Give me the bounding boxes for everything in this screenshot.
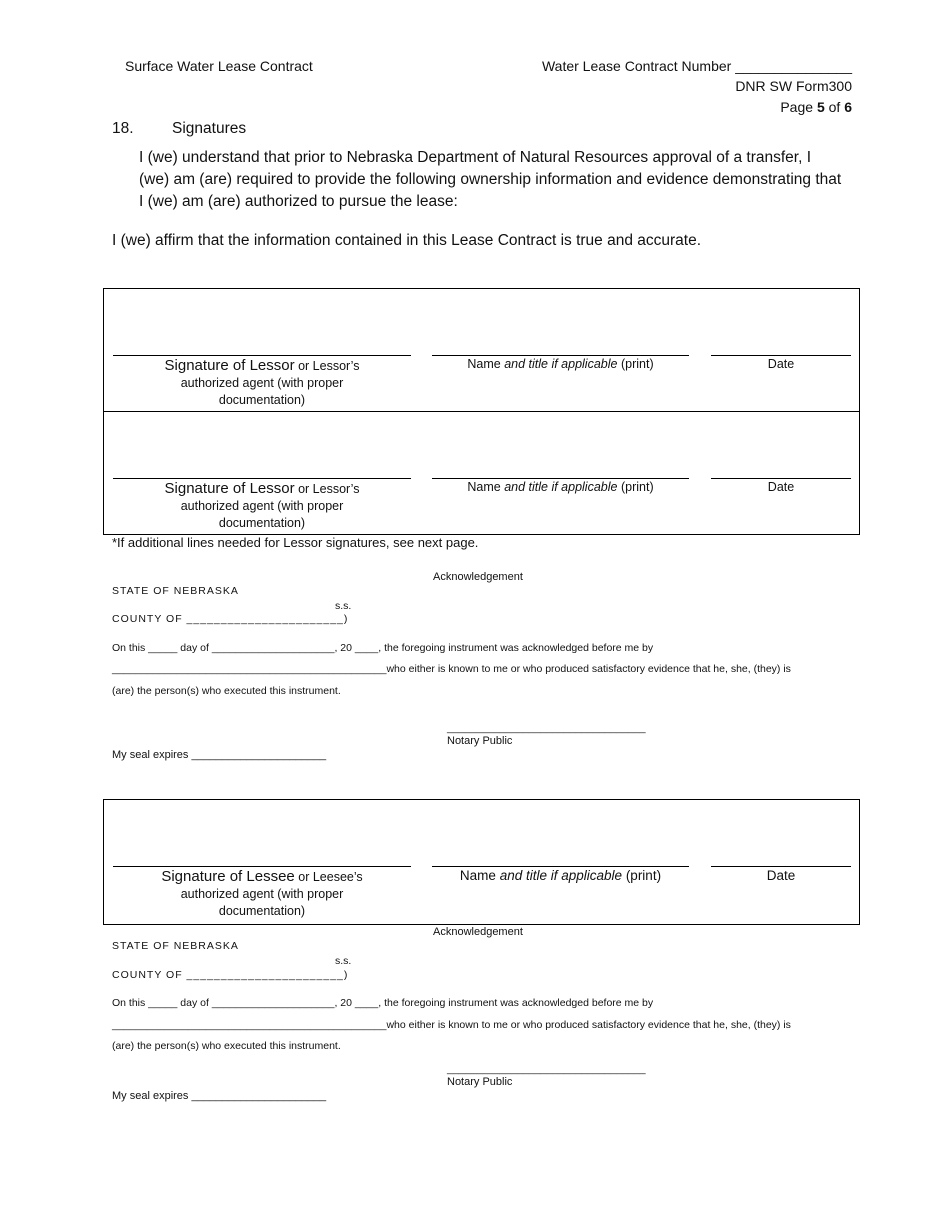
- notary-signature-line[interactable]: __________________________________: [447, 722, 646, 734]
- ack-line-1: On this _____ day of _____________________, 20 ____, the foregoing instrument was acknowledged before me by: [112, 997, 654, 1009]
- name-caption: Name and title if applicable (print): [467, 480, 654, 494]
- date-caption: Date: [766, 868, 796, 883]
- page-indicator: [780, 99, 852, 115]
- document-title: Surface Water Lease Contract: [125, 58, 313, 74]
- additional-lines-note: *If additional lines needed for Lessor signatures, see next page.: [112, 535, 479, 550]
- date-caption: Date: [767, 480, 795, 494]
- acknowledgement-title: Acknowledgement: [433, 926, 523, 938]
- lessor-signature-block-1: [103, 288, 860, 412]
- page-prefix: Page: [780, 99, 814, 115]
- ack-line-1: On this _____ day of _____________________, 20 ____, the foregoing instrument was acknowledged before me by: [112, 642, 654, 654]
- contract-number-blank: _______________: [735, 58, 852, 74]
- section-title: Signatures: [172, 120, 247, 137]
- signature-line[interactable]: [113, 478, 411, 479]
- seal-expires: My seal expires ______________________: [112, 749, 327, 761]
- section-number: 18.: [112, 120, 134, 137]
- name-caption: Name and title if applicable (print): [459, 868, 662, 883]
- lessee-signature-block: [103, 799, 860, 925]
- county-label: COUNTY OF _______________________): [112, 613, 349, 625]
- contract-number: [542, 58, 852, 74]
- seal-expires: My seal expires ______________________: [112, 1090, 327, 1102]
- signature-caption: Signature of Lessor or Lessor’s authorized agent (with proper documentation): [164, 480, 360, 530]
- form-id: DNR SW Form300: [735, 78, 852, 94]
- lessor-signature-block-2: [103, 411, 860, 535]
- page-of: of: [828, 99, 841, 115]
- ack-line-2: _______________________________________________who either is known to me or who produced satisfactory evidence that he, she, (they) is: [112, 1019, 791, 1031]
- ack-line-2: _______________________________________________who either is known to me or who produced satisfactory evidence that he, she, (they) is: [112, 663, 791, 675]
- page-current: 5: [816, 99, 825, 115]
- notary-signature-line[interactable]: __________________________________: [447, 1063, 646, 1075]
- page-total: 6: [844, 99, 852, 115]
- ss-label: s.s.: [335, 600, 352, 612]
- ss-label: s.s.: [335, 955, 352, 967]
- notary-public-label: Notary Public: [447, 1076, 513, 1088]
- signature-line[interactable]: [113, 866, 411, 867]
- signature-caption: Signature of Lessee or Leesee’s authorized agent (with proper documentation): [161, 868, 363, 918]
- county-label: COUNTY OF _______________________): [112, 969, 349, 981]
- notary-public-label: Notary Public: [447, 735, 513, 747]
- contract-number-label: Water Lease Contract Number: [541, 58, 732, 74]
- date-caption: Date: [767, 357, 795, 371]
- affirm-statement: I (we) affirm that the information contained in this Lease Contract is true and accurate.: [112, 232, 702, 249]
- state-label: STATE OF NEBRASKA: [112, 585, 239, 597]
- state-label: STATE OF NEBRASKA: [112, 940, 239, 952]
- ack-line-3: (are) the person(s) who executed this instrument.: [112, 685, 341, 697]
- section-paragraph: I (we) understand that prior to Nebraska Department of Natural Resources approval of a transfer, I (we) am (are) required to provide the following ownership information and evidence demonstrating that I (we) am (are) authorized to pursue the lease:: [139, 149, 842, 210]
- name-caption: Name and title if applicable (print): [467, 357, 654, 371]
- ack-line-3: (are) the person(s) who executed this instrument.: [112, 1040, 341, 1052]
- signature-caption: Signature of Lessor or Lessor’s authorized agent (with proper documentation): [164, 357, 360, 407]
- acknowledgement-title: Acknowledgement: [433, 571, 523, 583]
- signature-line[interactable]: [113, 355, 411, 356]
